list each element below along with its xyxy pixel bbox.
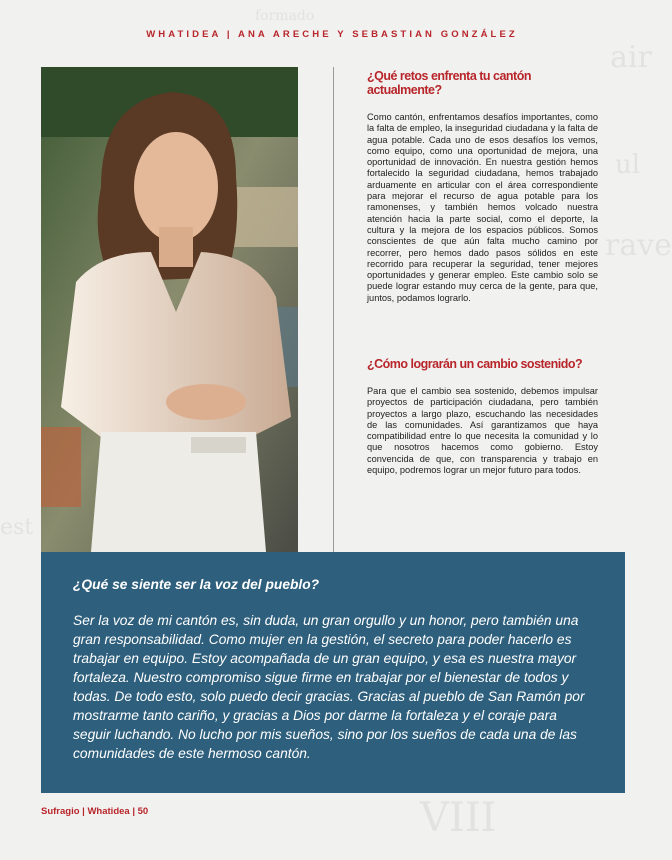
page-header: WHATIDEA | ANA ARECHE Y SEBASTIAN GONZÁLEZ: [146, 29, 518, 40]
answer-paragraph: Para que el cambio sea sostenido, debemos impulsar proyectos de participación ciudadana, pero también proyectos a largo plazo, escuchando las necesidades de las comunidades. Así garantizamos que haya compatibilidad entre lo que necesita la comunidad y lo que nosotros hacemos como gobierno. Estoy convencida de que, con transparencia y trabajo en equipo, podremos lograr un mejor futuro para todos.: [367, 386, 598, 476]
page-footer: Sufragio | Whatidea | 50: [41, 806, 149, 817]
highlight-question: ¿Qué se siente ser la voz del pueblo?: [73, 577, 320, 592]
background-texture: formado: [255, 8, 315, 24]
highlight-box: [41, 552, 625, 793]
highlight-answer: Ser la voz de mi cantón es, sin duda, un gran orgullo y un honor, pero también una gran responsabilidad. Como mujer en la gestión, el secreto para poder hacerlo es trabajar en equipo. Estoy acompañada de un gran equipo, y esa es nuestra mayor fortaleza. Nuestro compromiso sigue firme en trabajar por el bienestar de todos y todas. De todo esto, solo puedo decir gracias. Gracias al pueblo de San Ramón por mostrarme tanto cariño, y gracias a Dios por darme la fortaleza y el coraje para seguir luchando. No lucho por mis sueños, sino por los sueños de cada una de las comunidades de este hermoso cantón.: [73, 613, 585, 761]
woman-photo-illustration: [41, 67, 298, 552]
background-texture: air: [610, 40, 652, 75]
answer-paragraph: Como cantón, enfrentamos desafíos importantes, como la falta de empleo, la inseguridad ciudadana y la falta de agua potable. Cada uno de esos desafíos los vemos, como equipo, como una oportunidad de mejora, una oportunidad de innovación. En nuestra gestión hemos fortalecido la seguridad ciudadana, hemos trabajado arduamente en articular con el área correspondiente para mejorar el recurso de agua potable para los ramonenses, y también hemos volcado nuestra atención hacia la parte social, como el deporte, la cultura y la mejora de los espacios públicos. Somos conscientes de que aún falta mucho camino por recorrer, pero hemos dado pasos sólidos en este recorrido para recuperar la seguridad, tener mejores oportunidades y generar empleo. Este cambio solo se puede lograr estando muy cerca de la gente, para que, juntos, podamos lograrlo.: [367, 112, 598, 303]
background-texture: est: [0, 515, 34, 540]
background-texture: VIII: [420, 795, 497, 841]
portrait-photo: [41, 67, 298, 552]
column-divider: [333, 67, 334, 552]
question-heading: ¿Cómo lograrán un cambio sostenido?: [367, 357, 583, 371]
background-texture: rave: [605, 228, 672, 263]
background-texture: ul: [615, 150, 641, 180]
question-heading: ¿Qué retos enfrenta tu cantón actualmente?: [367, 69, 531, 97]
